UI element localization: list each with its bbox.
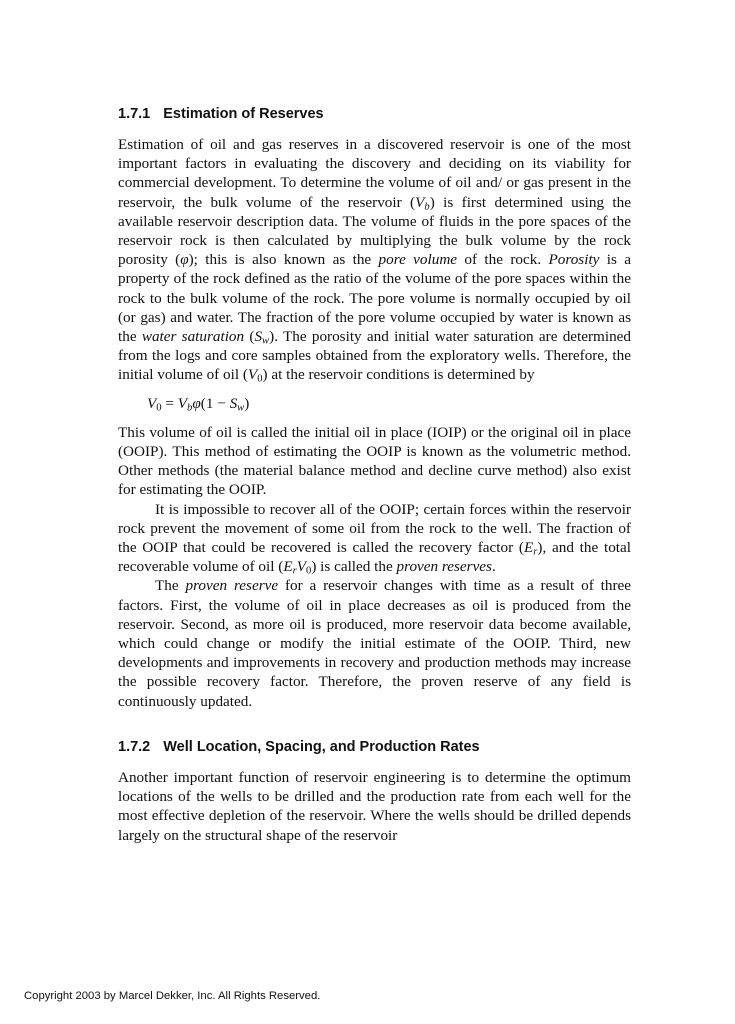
symbol-erv0-v-subscript: 0 [306, 565, 312, 577]
equation-initial-oil-volume [147, 394, 631, 413]
symbol-erv0-v: V [296, 558, 307, 576]
section-title: Estimation of Reserves [163, 106, 324, 122]
section-title: Well Location, Spacing, and Production Rates [163, 738, 480, 755]
text-run: for a reservoir changes with time as a result of three factors. First, the volume of oil in place decreases as oil is produced from the reservoir. Second, as more oil is produced, more reservoir data become available, which could change or modify the initial estimate of the OOIP. Third, new developments and improvements in recovery and production methods may increase the possible recovery factor. Therefore, the proven reserve of any field is continuously updated. [118, 577, 632, 710]
eq-equals: = [161, 394, 178, 412]
section-number: 1.7.2 [118, 738, 151, 755]
symbol-er-subscript: r [533, 546, 538, 558]
eq-sw: S [229, 394, 238, 412]
page-body [118, 104, 631, 845]
term-water-saturation: water saturation [141, 328, 245, 346]
eq-vb: V [177, 394, 188, 412]
eq-close-paren: ) [244, 394, 250, 412]
paragraph-ooip: This volume of oil is called the initial oil in place (IOIP) or the original oil in place (OOIP). This method of estimating the OOIP is known as the volumetric method. Other methods (the material balance method and decline curve method) also exist for estimating the OOIP. [118, 423, 631, 499]
eq-v0: V [147, 394, 157, 412]
paragraph-well-location: Another important function of reservoir engineering is to determine the optimum locations of the wells to be drilled and the production rate from each well for the most effective depletion of the reservoir. Where the wells should be drilled depends largely on the structural shape of the reservoir [118, 768, 631, 844]
symbol-sw-subscript: w [262, 335, 270, 347]
text-run: ). The porosity and initial water saturation are determined from the logs and core samples obtained from the exploratory wells. Therefore, the initial volume of oil ( [118, 328, 632, 384]
term-pore-volume: pore volume [378, 251, 458, 269]
term-proven-reserves: proven reserves [396, 558, 492, 576]
copyright-footer: Copyright 2003 by Marcel Dekker, Inc. All Rights Reserved. [24, 990, 321, 1002]
paragraph-reserves-intro [118, 135, 631, 385]
eq-phi: φ [192, 394, 201, 412]
text-run: ) at the reservoir conditions is determined by [262, 366, 535, 384]
symbol-er: E [523, 539, 534, 557]
text-run: . [491, 558, 496, 576]
term-proven-reserve: proven reserve [185, 577, 279, 595]
paragraph-recovery-factor [118, 500, 631, 577]
eq-vb-subscript: b [187, 402, 193, 414]
text-run: ); this is also known as the [188, 251, 379, 269]
symbol-v0: V [247, 366, 258, 384]
text-run: of the rock. [457, 251, 549, 269]
text-run: ) is first determined using the available reservoir description data. The volume of fluids in the pore spaces of the reservoir rock is then calculated by multiplying the bulk volume by the rock porosity ( [118, 193, 631, 269]
section-heading-well-location [118, 737, 631, 757]
text-run: ), and the total recoverable volume of oil ( [118, 539, 631, 576]
text-run: is a property of the rock defined as the ratio of the volume of the pore spaces within the rock to the bulk volume of the rock. The pore volume is normally occupied by oil (or gas) and water. The fraction of the pore volume occupied by water is known as the [118, 251, 632, 346]
symbol-vb: V [415, 193, 425, 211]
symbol-phi: φ [180, 251, 189, 269]
eq-v0-subscript: 0 [156, 402, 162, 414]
symbol-erv0-e-subscript: r [292, 565, 297, 577]
section-heading-estimation-of-reserves [118, 104, 631, 124]
text-run: It is impossible to recover all of the OOIP; certain forces within the reservoir rock prevent the movement of some oil from the rock to the well. The fraction of the OOIP that could be recovered is called the recovery factor ( [118, 500, 631, 557]
term-porosity: Porosity [548, 251, 600, 269]
text-run: ( [244, 328, 255, 346]
eq-open-paren: (1 − [200, 394, 230, 412]
text-run: The [155, 577, 186, 595]
symbol-sw: S [254, 328, 263, 346]
symbol-vb-subscript: b [424, 201, 430, 213]
symbol-v0-subscript: 0 [257, 374, 263, 386]
symbol-erv0-e: E [283, 558, 293, 576]
text-run: ) is called the [311, 558, 397, 576]
text-run: Estimation of oil and gas reserves in a discovered reservoir is one of the most important factors in evaluating the discovery and deciding on its viability for commercial development. To determine the volume of oil and/ or gas present in the reservoir, the bulk volume of the reservoir ( [118, 136, 631, 211]
paragraph-proven-reserve [118, 576, 631, 710]
eq-sw-subscript: w [237, 402, 245, 414]
section-number: 1.7.1 [118, 106, 151, 122]
section-spacer [118, 711, 631, 737]
